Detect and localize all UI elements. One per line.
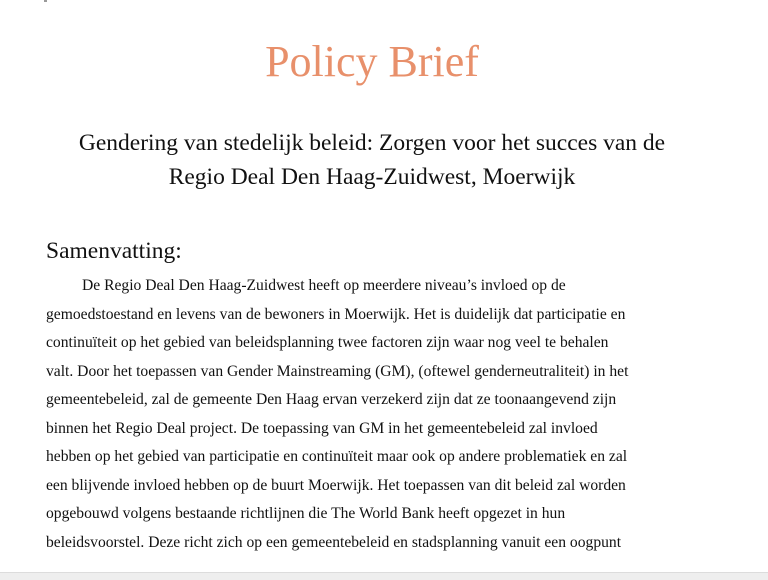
summary-line: gemeentebeleid, zal de gemeente Den Haag ervan verzekerd zijn dat ze toonaangevend zijn	[46, 391, 617, 408]
summary-line: hebben op het gebied van participatie en continuïteit maar ook op andere problematiek en zal	[46, 448, 628, 465]
summary-line: een blijvende invloed hebben op de buurt Moerwijk. Het toepassen van dit beleid zal worden	[46, 476, 626, 494]
summary-line: beleidsvoorstel. Deze richt zich op een gemeentebeleid en stadsplanning vanuit een oogpunt	[46, 533, 622, 551]
document-title-line-2: Regio Deal Den Haag-Zuidwest, Moerwijk	[168, 164, 576, 190]
summary-line: De Regio Deal Den Haag-Zuidwest heeft op meerdere niveau’s invloed op de	[82, 277, 566, 294]
summary-line: valt. Door het toepassen van Gender Mainstreaming (GM), (oftewel genderneutraliteit) in het	[46, 362, 629, 380]
document-title-line-1: Gendering van stedelijk beleid: Zorgen voor het succes van de	[78, 130, 666, 156]
summary-line: opgebouwd volgens bestaande richtlijnen die The World Bank heeft opgezet in hun	[46, 505, 566, 522]
page-bottom-edge	[0, 572, 768, 580]
summary-heading: Samenvatting:	[46, 238, 182, 264]
summary-paragraph	[46, 272, 746, 557]
document-title	[0, 126, 744, 194]
summary-line: binnen het Regio Deal project. De toepassing van GM in het gemeentebeleid zal invloed	[46, 419, 598, 437]
summary-line: gemoedstoestand en levens van de bewoners in Moerwijk. Het is duidelijk dat participatie en	[46, 305, 626, 323]
policy-brief-title: Policy Brief	[265, 37, 479, 86]
summary-line: continuïteit op het gebied van beleidsplanning twee factoren zijn waar nog veel te behalen	[46, 334, 609, 351]
top-edge-mark	[44, 0, 47, 2]
